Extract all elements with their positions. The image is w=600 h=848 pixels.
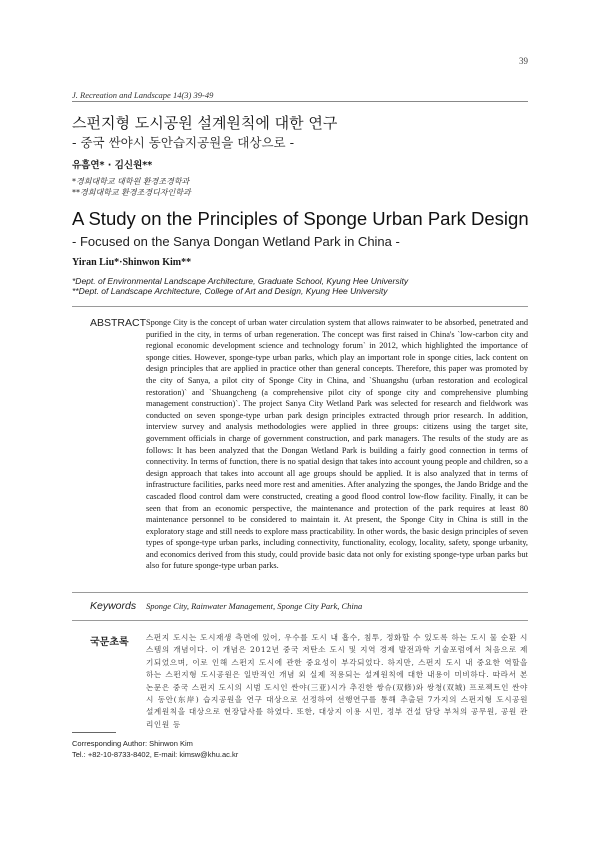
english-authors: Yiran Liu*·Shinwon Kim** xyxy=(72,257,192,268)
keywords-bottom-divider xyxy=(72,620,528,621)
journal-citation: J. Recreation and Landscape 14(3) 39-49 xyxy=(72,90,214,100)
korean-authors: 유흠연* · 김신원** xyxy=(72,160,153,171)
english-subtitle: - Focused on the Sanya Dongan Wetland Park in China - xyxy=(72,234,400,249)
keywords-top-divider xyxy=(72,592,528,593)
english-title: A Study on the Principles of Sponge Urban Park Design xyxy=(72,208,529,229)
keywords-text: Sponge City, Rainwater Management, Sponge City Park, China xyxy=(146,601,363,611)
footnote-divider xyxy=(72,732,116,733)
english-affiliation-2: **Dept. of Landscape Architecture, College of Art and Design, Kyung Hee University xyxy=(72,286,388,296)
corresponding-author: Corresponding Author: Shinwon Kim xyxy=(72,739,193,748)
abstract-label: ABSTRACT xyxy=(90,317,147,329)
header-divider xyxy=(72,101,528,102)
abstract-text: Sponge City is the concept of urban water circulation system that allows rainwater to be absorbed, penetrated and purified in the city, in terms of urban regeneration. The concept was first raised in China's `low-carbon city and regional economic development science and technology forum` in 2012, which highlighted the importance of sponge cities. However, sponge-type urban parks, which play an important role in sponge cities, lack content on design principles that are applied in practice other than general concepts. Therefore, this paper was promoted by the city of Sanya, a pilot city of Sponge City in China, and `Shuangshu (urban restoration and ecological restoration)` and `Shuangcheng (a comprehensive pilot city of sponge city and comprehensive plumbing management construction)`. The project Sanya City Wetland Park was selected for research and fieldwork was conducted on seven sponge-type urban park design principles extracted through prior research. In addition, interview survey and analysis methodologies were applied in three groups: citizens using the target site, government officials in charge of government construction, and park managers. The results of the study are as follows: It has been analyzed that the Dongan Wetland Park is building a fairly good connection in terms of connectivity. In terms of function, there is no spatial design that takes into account young people and children, so a design approach that takes into account all age groups should be applied. It is also analyzed that in terms of infrastructure facilities, parks need more rest and amenities. After analyzing the sponges, the Jando Bridge and the cascaded flood control dam were constructed, creating a good flood control low-flow facility. Finally, it can be seen that from an economic perspective, the maintenance and protection of the park requires at least 80 maintenance personnel to be considered to maintain it. At present, the Sponge City in China is still in the exploratory stage and still needs to explore mass practicability. In other words, the basic design principles of seven types of sponge-type urban parks, including connectivity, functionality, ecology, locality, safety, sponge urbanity, and economics derived from this study, could provide basic data not only for existing sponge-type urban parks but also for future sponge-type urban parks. xyxy=(146,318,528,571)
korean-title: 스펀지형 도시공원 설계원칙에 대한 연구 xyxy=(72,114,338,132)
keywords-label: Keywords xyxy=(90,600,137,612)
korean-subtitle: - 중국 싼야시 동안습지공원을 대상으로 - xyxy=(72,135,295,150)
abstract-top-divider xyxy=(72,306,528,307)
korean-abstract-label: 국문초록 xyxy=(90,637,129,648)
korean-affiliation-1: *경희대학교 대학원 환경조경학과 xyxy=(72,177,190,186)
korean-affiliation-2: **경희대학교 환경조경디자인학과 xyxy=(72,188,191,197)
page-number: 39 xyxy=(519,56,528,66)
author-contact: Tel.: +82-10-8733-8402, E-mail: kimsw@khu.ac.kr xyxy=(72,750,239,759)
korean-abstract-text: 스펀지 도시는 도시재생 측면에 있어, 우수를 도시 내 흡수, 침투, 정화할 수 있도록 하는 도시 물 순환 시스템의 개념이다. 이 개념은 2012년 중국 저탄소 도시 및 지역 경제 발전과학 기술포럼에서 처음으로 제기되었으며, 이로 인해 스펀지 도시에 관한 중요성이 부각되었다. 하지만, 스펀지 도시 내 중요한 역할을 하는 스펀지형 도시공원은 일반적인 개념 외 실제 적용되는 설계원칙에 대한 내용이 미비하다. 따라서 본 논문은 중국 스펀지 도시의 시범 도시인 싼야(三亚)시가 추진한 쌍슈(双修)와 쌍청(双城) 프로젝트인 싼야시 동안(东岸) 습지공원을 연구 대상으로 선정하여 선행연구를 통해 추출된 7가지의 스펀지형 도시공원 설계원칙을 대상으로 현장답사를 하였다. 또한, 대상지 이용 시민, 정부 건설 담당 부처의 공무원, 공원 관리인원 등 xyxy=(146,633,528,729)
english-affiliation-1: *Dept. of Environmental Landscape Architecture, Graduate School, Kyung Hee University xyxy=(72,276,409,286)
